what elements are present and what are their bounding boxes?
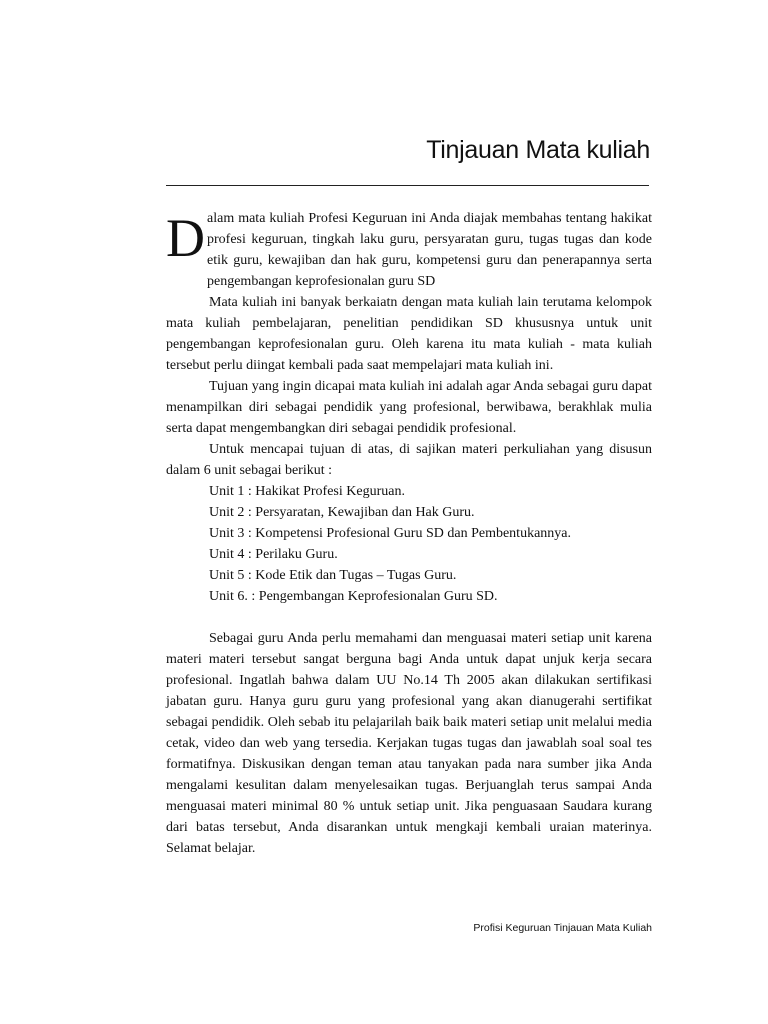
page-title: Tinjauan Mata kuliah — [426, 136, 650, 164]
intro-first-line: alam mata kuliah Profesi Keguruan ini Anda diajak membahas tentang hakikat — [207, 211, 652, 226]
document-body — [166, 208, 652, 859]
closing-paragraph: Sebagai guru Anda perlu memahami dan menguasai materi setiap unit karena materi materi tersebut sangat berguna bagi Anda untuk dapat unjuk kerja secara profesional. Ingatlah bahwa dalam UU No.14 Th 2005 akan dilakukan sertifikasi jabatan guru. Hanya guru guru yang profesional yang akan dianugerahi sertifikat sebagai pendidik. Oleh sebab itu pelajarilah baik baik materi setiap unit melalui media cetak, video dan web yang tersedia. Kerjakan tugas tugas dan jawablah soal soal tes formatifnya. Diskusikan dengan teman atau tanyakan pada nara sumber jika Anda mengalami kesulitan dalam menyelesaikan tugas. Berjuanglah terus sampai Anda menguasai materi minimal 80 % untuk setiap unit. Jika penguasaan Saudara kurang dari batas tersebut, Anda disarankan untuk mengkaji kembali uraian materinya. Selamat belajar. — [166, 631, 652, 856]
paragraph: Mata kuliah ini banyak berkaiatn dengan mata kuliah lain terutama kelompok mata kuliah pembelajaran, penelitian pendidikan SD khususnya untuk unit pengembangan keprofesionalan guru. Oleh karena itu mata kuliah - mata kuliah tersebut perlu diingat kembali pada saat mempelajari mata kuliah ini. — [166, 295, 652, 373]
unit-item: Unit 5 : Kode Etik dan Tugas – Tugas Guru. — [209, 568, 457, 583]
unit-item: Unit 2 : Persyaratan, Kewajiban dan Hak Guru. — [209, 505, 475, 520]
intro-rest: profesi keguruan, tingkah laku guru, persyaratan guru, tugas tugas dan kode etik guru, kewajiban dan hak guru, kompetensi guru dan penerapannya serta pengembangan keprofesionalan guru SD — [207, 232, 652, 289]
unit-item: Unit 4 : Perilaku Guru. — [209, 547, 338, 562]
unit-list — [166, 481, 652, 607]
paragraph: Untuk mencapai tujuan di atas, di sajikan materi perkuliahan yang disusun dalam 6 unit sebagai berikut : — [166, 442, 652, 478]
unit-item: Unit 1 : Hakikat Profesi Keguruan. — [209, 484, 405, 499]
drop-cap: D — [166, 208, 205, 268]
unit-item: Unit 3 : Kompetensi Profesional Guru SD dan Pembentukannya. — [209, 526, 572, 541]
paragraph: Tujuan yang ingin dicapai mata kuliah ini adalah agar Anda sebagai guru dapat menampilkan diri sebagai pendidik yang profesional, berwibawa, berakhlak mulia serta dapat mengembangkan diri sebagai pendidik profesional. — [166, 379, 652, 436]
unit-item: Unit 6. : Pengembangan Keprofesionalan Guru SD. — [209, 589, 498, 604]
page-footer: Profisi Keguruan Tinjauan Mata Kuliah — [473, 922, 652, 934]
title-divider — [166, 185, 649, 186]
intro-paragraph — [166, 208, 652, 292]
